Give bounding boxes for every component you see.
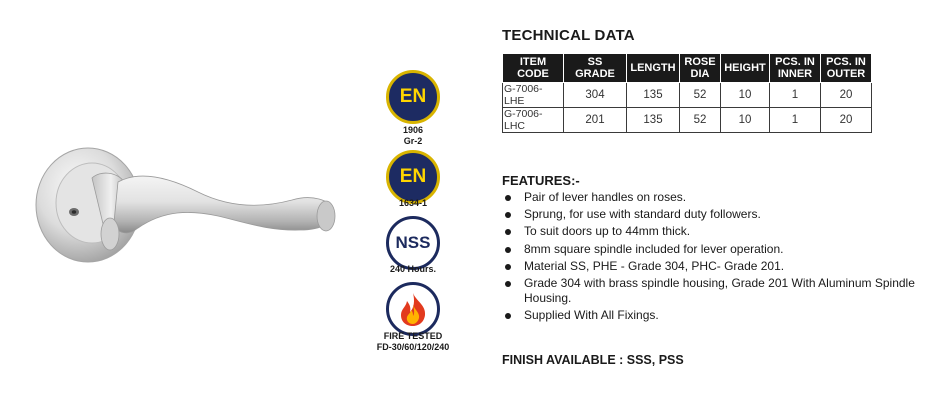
badge-caption — [360, 331, 466, 353]
col-header-rose-dia: ROSE DIA — [680, 54, 721, 83]
cell-length: 135 — [627, 83, 680, 108]
badge-caption — [360, 198, 466, 209]
cell-ss-grade: 304 — [564, 83, 627, 108]
bullet-icon — [505, 313, 511, 319]
en-badge-icon — [386, 70, 440, 124]
list-item: Grade 304 with brass spindle housing, Grade 201 With Aluminum Spindle Housing. — [502, 276, 922, 306]
list-item: Supplied With All Fixings. — [502, 308, 922, 323]
col-header-item-code: ITEM CODE — [503, 54, 564, 83]
cell-pcs-inner: 1 — [770, 83, 821, 108]
bullet-icon — [505, 195, 511, 201]
col-header-pcs-outer: PCS. IN OUTER — [821, 54, 872, 83]
cell-item-code: G-7006-LHC — [503, 108, 564, 133]
list-item: Pair of lever handles on roses. — [502, 190, 922, 205]
cell-pcs-inner: 1 — [770, 108, 821, 133]
cell-pcs-outer: 20 — [821, 83, 872, 108]
cell-length: 135 — [627, 108, 680, 133]
en-badge-icon — [386, 150, 440, 204]
badge-caption-line: 1906 — [402, 125, 424, 135]
technical-data-table — [502, 53, 872, 133]
nss-badge-icon — [386, 216, 440, 270]
badge-label: EN — [399, 166, 427, 187]
lever-handle-image — [30, 130, 360, 280]
badge-caption-line: FD-30/60/120/240 — [376, 342, 450, 352]
col-header-height: HEIGHT — [721, 54, 770, 83]
table-row — [503, 83, 872, 108]
badge-caption-line: Gr-2 — [403, 136, 423, 146]
col-header-ss-grade: SS GRADE — [564, 54, 627, 83]
badge-caption-line: 1634-1 — [398, 198, 428, 208]
cell-height: 10 — [721, 83, 770, 108]
table-header-row — [503, 54, 872, 83]
col-header-pcs-inner: PCS. IN INNER — [770, 54, 821, 83]
badge-caption-line: 240 Hours. — [389, 264, 437, 274]
cell-rose-dia: 52 — [680, 83, 721, 108]
bullet-icon — [505, 281, 511, 287]
badge-label: NSS — [395, 233, 431, 252]
badge-caption-line: FIRE TESTED — [383, 331, 443, 341]
col-header-length: LENGTH — [627, 54, 680, 83]
list-item: Material SS, PHE - Grade 304, PHC- Grade 201. — [502, 259, 922, 274]
features-title: FEATURES:- — [502, 173, 580, 188]
badge-label: EN — [399, 86, 427, 107]
list-item: 8mm square spindle included for lever operation. — [502, 242, 922, 257]
list-item: To suit doors up to 44mm thick. — [502, 224, 922, 239]
flame-icon — [396, 291, 430, 327]
cell-pcs-outer: 20 — [821, 108, 872, 133]
cell-item-code: G-7006-LHE — [503, 83, 564, 108]
finish-available: FINISH AVAILABLE : SSS, PSS — [502, 353, 684, 367]
features-list — [502, 190, 922, 325]
bullet-icon — [505, 247, 511, 253]
cell-height: 10 — [721, 108, 770, 133]
list-item: Sprung, for use with standard duty followers. — [502, 207, 922, 222]
bullet-icon — [505, 264, 511, 270]
fire-icon — [386, 282, 440, 336]
table-row — [503, 108, 872, 133]
badge-caption — [360, 125, 466, 147]
technical-data-title: TECHNICAL DATA — [502, 27, 635, 44]
bullet-icon — [505, 229, 511, 235]
bullet-icon — [505, 212, 511, 218]
cell-rose-dia: 52 — [680, 108, 721, 133]
badge-caption — [360, 264, 466, 275]
cell-ss-grade: 201 — [564, 108, 627, 133]
